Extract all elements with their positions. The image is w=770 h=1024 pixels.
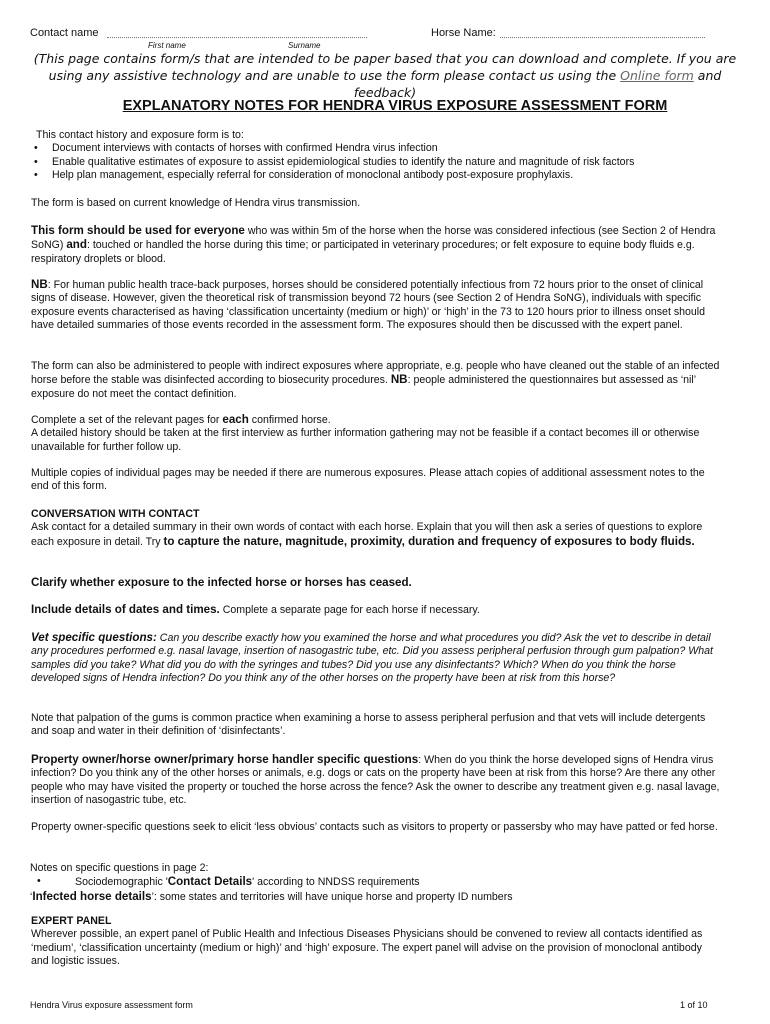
page-title: EXPLANATORY NOTES FOR HENDRA VIRUS EXPOSURE ASSESSMENT FORM <box>122 98 668 114</box>
owner-specific-paragraph: Property owner-specific questions seek to elicit ‘less obvious’ contacts such as visitors to property or passersby who may have patted or fed horse. <box>31 821 718 833</box>
nb-paragraph: NB: For human public health trace-back purposes, horses should be considered potentially infectious from 72 hours prior to the onset of clinical signs of disease. However, given the theoretical risk of transmission beyond 72 hours (see Section 2 of Hendra SoNG), individuals with specific exposure events characterised as having ‘classification uncertainty (medium or high)’ or ‘high’ in the 73 to 120 hours prior to illness onset should have detailed summaries of those events recorded in the assessment form. The exposures should then be discussed with the expert panel. <box>31 278 706 331</box>
notes-lead: Notes on specific questions in page 2: <box>30 862 209 874</box>
indirect-exposure-paragraph: The form can also be administered to people with indirect exposures where appropriate, e.g. people who have cleaned out the stable of an infected horse before the stable was disinfected according to biosecurity procedures. NB: people administered the questionnaires but assessed as ‘nil’ exposure do not meet the contact definition. <box>31 360 720 400</box>
list-item: • Help plan management, especially referral for consideration of monoclonal antibody post-exposure prophylaxis. <box>30 169 736 182</box>
based-on-paragraph: The form is based on current knowledge of Hendra virus transmission. <box>31 197 361 209</box>
conversation-heading: CONVERSATION WITH CONTACT <box>31 508 200 520</box>
expert-panel-section <box>31 915 721 968</box>
owner-questions-paragraph: Property owner/horse owner/primary horse handler specific questions: When do you think the horse developed signs of Hendra virus infection? Do you think any of the other horses or animals, e.g. dogs or cats on the property have been at risk from this horse? Are there any other people who may have visited the property or touched the horse across the fence? Ask the owner to describe any treatment given e.g. nasal lavage, insertion of nasogastric tube, etc. <box>31 753 720 806</box>
intro-section <box>36 129 736 182</box>
footer-title: Hendra Virus exposure assessment form <box>30 1000 193 1010</box>
horse-name-label: Horse Name: <box>431 27 496 39</box>
use-paragraph: This form should be used for everyone who was within 5m of the horse when the horse was considered infectious (see Section 2 of Hendra SoNG) and: touched or handled the horse during this time; or participated in veterinary procedures; or felt exposure to equine body fluids e.g. respiratory droplets or blood. <box>31 224 716 265</box>
gums-paragraph: Note that palpation of the gums is common practice when examining a horse to assess peripheral perfusion and that vets will include detergents and soap and water in their definition of ‘disinfectants’. <box>31 712 706 738</box>
notes-page2-section <box>30 862 730 904</box>
contact-name-field[interactable] <box>107 27 367 38</box>
conversation-section: CONVERSATION WITH CONTACT Ask contact for a detailed summary in their own words of contact with each horse. Explain that you will then ask a series of questions to explore each exposure in detail. Try to capture the nature, magnitude, proximity, duration and frequency of exposures to body fluids. <box>31 508 721 549</box>
infected-horse-note: ‘Infected horse details’: some states and territories will have unique horse and property ID numbers <box>30 889 513 903</box>
first-name-label: First name <box>148 41 186 50</box>
clarify-paragraph: Clarify whether exposure to the infected horse or horses has ceased. <box>31 576 412 589</box>
dates-paragraph: Include details of dates and times. Complete a separate page for each horse if necessary. <box>31 603 480 616</box>
complete-set-paragraph: Complete a set of the relevant pages for each confirmed horse. A detailed history should be taken at the first interview as further information gathering may not be feasible if a contact becomes ill or otherwise unavailable for further follow up. <box>31 413 700 453</box>
accessibility-notice: (This page contains form/s that are intended to be paper based that you can download and complete. If you are using any assistive technology and are unable to use the form please contact us using the Online form and feedback) <box>33 51 737 100</box>
vet-questions-paragraph: Vet specific questions: Can you describe exactly how you examined the horse and what procedures you did? Ask the vet to describe in detail any procedures performed e.g. nasal lavage, insertion of nasogastric tube, etc. Did you assess peripheral perfusion through gum palpation? What samples did you take? What did you do with the syringes and tubes? Did you use any disinfectants? Which? When do you think the horse developed signs of Hendra infection? Do you think any of the other horses on the property have been at risk from this horse? <box>31 631 713 684</box>
intro-bullets <box>30 142 736 182</box>
list-item: • Document interviews with contacts of horses with confirmed Hendra virus infection <box>30 142 736 155</box>
online-form-link[interactable]: Online form <box>620 68 694 83</box>
list-item: • Sociodemographic 'Contact Details' according to NNDSS requirements <box>33 875 730 889</box>
page-number: 1 of 10 <box>680 1000 708 1010</box>
horse-name-field[interactable] <box>500 27 705 38</box>
expert-panel-heading: EXPERT PANEL <box>31 915 112 927</box>
surname-label: Surname <box>288 41 321 50</box>
expert-panel-text: Wherever possible, an expert panel of Public Health and Infectious Diseases Physicians should be convened to review all contacts identified as ‘medium’, ‘classification uncertainty (medium or high)’ and ‘high’ exposure. The expert panel will advise on the provision of monoclonal antibody and logistic issues. <box>31 928 703 967</box>
contact-name-label: Contact name <box>30 27 99 39</box>
multiple-copies-paragraph: Multiple copies of individual pages may be needed if there are numerous exposures. Please attach copies of additional assessment notes to the end of this form. <box>31 467 705 493</box>
notes-bullets <box>33 875 730 889</box>
intro-lead: This contact history and exposure form is to: <box>36 129 244 141</box>
list-item: • Enable qualitative estimates of exposure to assist epidemiological studies to identify the nature and magnitude of risk factors <box>30 156 736 169</box>
